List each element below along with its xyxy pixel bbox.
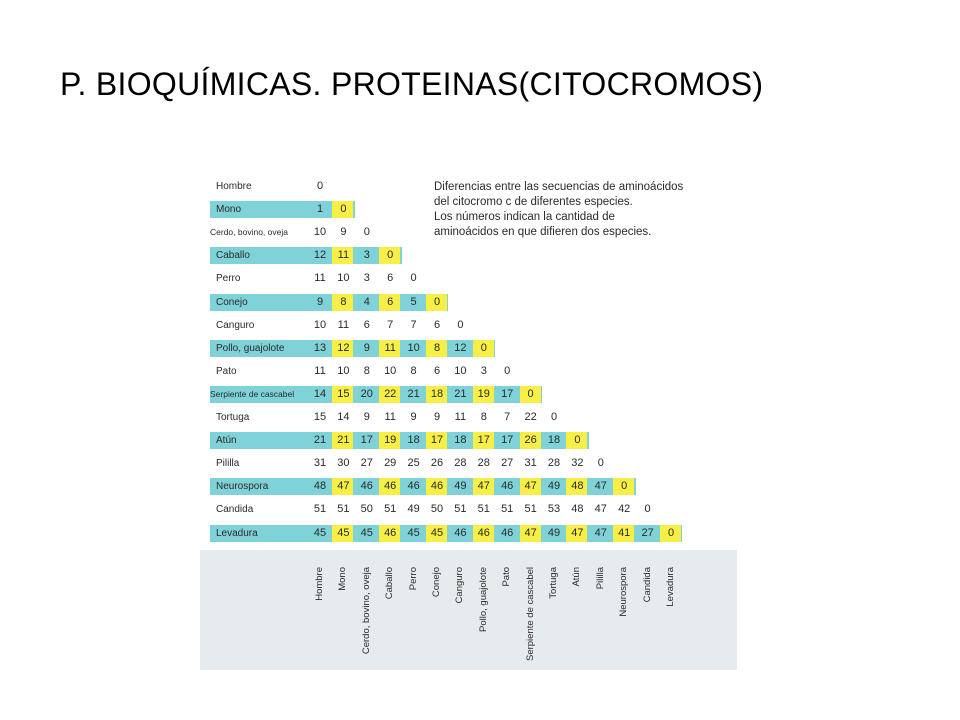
- matrix-cell: 17: [501, 434, 514, 447]
- matrix-cell: 7: [387, 318, 394, 331]
- row-label: Conejo: [216, 296, 248, 308]
- matrix-cell: 20: [360, 387, 373, 400]
- table-caption: [434, 180, 734, 240]
- matrix-cell: 1: [316, 203, 324, 216]
- column-label: Serpiente de cascabel: [524, 567, 536, 662]
- matrix-cell: 17: [477, 434, 490, 447]
- matrix-cell: 12: [337, 341, 350, 354]
- matrix-cell: 53: [547, 503, 561, 516]
- matrix-cell: 45: [360, 526, 373, 539]
- matrix-cell: 8: [480, 411, 487, 423]
- column-label: Tortuga: [548, 567, 559, 599]
- matrix-cell: 46: [384, 480, 397, 493]
- matrix-cell: 0: [340, 203, 347, 216]
- matrix-cell: 11: [337, 318, 350, 331]
- matrix-cell: 6: [363, 318, 370, 331]
- matrix-cell: 0: [597, 457, 604, 470]
- matrix-cell: 51: [524, 503, 537, 516]
- matrix-cell: 28: [547, 457, 561, 470]
- matrix-cell: 21: [407, 387, 420, 400]
- row-label: Cerdo, bovino, oveja: [210, 227, 288, 238]
- column-label: Neurospora: [618, 567, 630, 617]
- matrix-cell: 10: [337, 364, 350, 377]
- matrix-cell: 11: [314, 364, 326, 377]
- matrix-cell: 46: [430, 480, 444, 493]
- matrix-cell: 10: [384, 364, 397, 377]
- matrix-cell: 8: [340, 295, 347, 308]
- matrix-cell: 49: [407, 503, 420, 516]
- matrix-cell: 29: [384, 457, 397, 470]
- matrix-cell: 18: [454, 434, 467, 447]
- matrix-cell: 15: [337, 387, 350, 400]
- matrix-cell: 0: [457, 318, 464, 331]
- matrix-cell: 51: [454, 503, 467, 516]
- matrix-cell: 46: [501, 480, 514, 493]
- matrix-cell: 14: [313, 387, 327, 400]
- matrix-cell: 10: [454, 364, 467, 377]
- matrix-cell: 45: [430, 526, 444, 539]
- matrix-cell: 11: [384, 341, 396, 354]
- matrix-cell: 11: [314, 272, 326, 285]
- caption-line: Diferencias entre las secuencias de aminoácidos: [434, 181, 684, 193]
- column-label: Candida: [641, 567, 653, 603]
- matrix-cell: 3: [363, 249, 370, 262]
- matrix-cell: 46: [501, 526, 514, 539]
- matrix-cell: 46: [454, 526, 467, 539]
- column-label: Cerdo, bovino, oveja: [360, 567, 372, 655]
- matrix-cell: 51: [337, 503, 350, 516]
- matrix-cell: 6: [387, 295, 394, 308]
- matrix-cell: 0: [527, 387, 534, 400]
- matrix-cell: 50: [430, 503, 444, 516]
- column-label: Pato: [501, 567, 513, 587]
- matrix-cell: 11: [337, 249, 350, 262]
- matrix-cell: 49: [547, 480, 561, 493]
- column-label: Caballo: [384, 567, 396, 600]
- matrix-cell: 30: [337, 457, 350, 470]
- matrix-cell: 28: [454, 457, 467, 470]
- row-label: Caballo: [216, 250, 250, 262]
- matrix-cell: 0: [480, 341, 487, 354]
- column-label: Pililla: [594, 567, 606, 590]
- matrix-cell: 8: [410, 364, 417, 377]
- matrix-cell: 42: [618, 503, 631, 516]
- matrix-cell: 47: [594, 526, 607, 539]
- matrix-cell: 0: [621, 480, 628, 493]
- column-label: Levadura: [665, 567, 676, 607]
- column-label: Pollo, guajolote: [477, 567, 489, 632]
- matrix-cell: 8: [363, 364, 370, 377]
- row-label: Hombre: [216, 181, 252, 192]
- matrix-cell: 19: [384, 434, 397, 447]
- matrix-cell: 9: [340, 226, 347, 239]
- column-label: Conejo: [431, 567, 442, 598]
- row-label: Serpiente de cascabel: [210, 388, 295, 399]
- matrix-cell: 9: [363, 341, 370, 354]
- matrix-cell: 46: [360, 480, 373, 493]
- matrix-cell: 22: [384, 387, 397, 400]
- matrix-cell: 12: [454, 341, 467, 354]
- row-label: Candida: [216, 504, 254, 516]
- caption-line: aminoácidos en que difieren dos especies.: [434, 226, 652, 238]
- matrix-cell: 46: [384, 526, 397, 539]
- matrix-cell: 47: [337, 480, 350, 493]
- matrix-cell: 13: [313, 341, 327, 354]
- row-label: Neurospora: [216, 481, 269, 493]
- matrix-cell: 32: [571, 457, 584, 470]
- matrix-cell: 50: [360, 503, 373, 516]
- matrix-cell: 26: [524, 434, 537, 447]
- matrix-cell: 27: [641, 526, 654, 539]
- matrix-cell: 4: [363, 295, 370, 308]
- caption-line: Los números indican la cantidad de: [434, 211, 615, 223]
- matrix-cell: 11: [454, 411, 467, 423]
- matrix-cell: 47: [524, 480, 537, 493]
- matrix-cell: 11: [384, 411, 396, 423]
- matrix-cell: 21: [313, 434, 327, 447]
- matrix-cell: 9: [363, 411, 370, 423]
- matrix-cell: 15: [313, 411, 327, 423]
- matrix-cell: 51: [313, 503, 327, 516]
- matrix-cell: 10: [313, 318, 327, 331]
- matrix-cell: 17: [360, 434, 373, 447]
- column-label: Perro: [407, 567, 419, 591]
- matrix-cell: 17: [430, 434, 444, 447]
- column-label: Hombre: [314, 567, 325, 601]
- matrix-cell: 25: [407, 457, 420, 470]
- matrix-cell: 46: [477, 526, 490, 539]
- matrix-cell: 10: [313, 226, 327, 239]
- matrix-cell: 18: [407, 434, 420, 447]
- matrix-cell: 47: [477, 480, 490, 493]
- matrix-cell: 18: [547, 434, 561, 447]
- matrix-cell: 18: [430, 387, 444, 400]
- matrix-cell: 0: [574, 434, 581, 447]
- row-label: Levadura: [216, 527, 258, 539]
- row-label: Canguro: [216, 319, 255, 331]
- matrix-cell: 10: [337, 272, 350, 285]
- row-label: Pililla: [216, 458, 240, 470]
- column-label-area: [200, 550, 737, 670]
- column-label: Canguro: [454, 567, 466, 604]
- matrix-cell: 0: [363, 226, 370, 239]
- matrix-cell: 45: [337, 526, 350, 539]
- matrix-cell: 9: [410, 411, 417, 423]
- matrix-cell: 0: [504, 364, 511, 377]
- slide-title: P. BIOQUÍMICAS. PROTEINAS(CITOCROMOS): [60, 66, 764, 102]
- matrix-cell: 48: [571, 503, 584, 516]
- matrix-cell: 28: [477, 457, 490, 470]
- matrix-cell: 19: [477, 387, 490, 400]
- row-label: Perro: [216, 273, 241, 285]
- matrix-cell: 3: [363, 272, 370, 285]
- matrix-cell: 0: [644, 503, 651, 516]
- matrix-cell: 47: [594, 503, 607, 516]
- matrix-cell: 9: [316, 295, 324, 308]
- matrix-cell: 41: [618, 526, 631, 539]
- matrix-cell: 8: [433, 341, 441, 354]
- matrix-cell: 31: [524, 457, 537, 470]
- column-label: Mono: [337, 567, 349, 591]
- matrix-cell: 0: [387, 249, 394, 262]
- matrix-cell: 51: [501, 503, 514, 516]
- matrix-cell: 49: [547, 526, 561, 539]
- matrix-cell: 21: [454, 387, 467, 400]
- row-label: Atún: [216, 435, 237, 447]
- matrix-cell: 9: [433, 411, 441, 423]
- matrix-cell: 6: [387, 272, 394, 285]
- matrix-cell: 21: [337, 434, 350, 447]
- column-label: Atún: [571, 567, 583, 587]
- matrix-cell: 0: [410, 272, 417, 285]
- matrix-cell: 22: [524, 411, 537, 423]
- matrix-cell: 48: [313, 480, 327, 493]
- matrix-cell: 26: [430, 457, 444, 470]
- cytochrome-difference-table: [200, 170, 737, 670]
- matrix-cell: 6: [433, 318, 441, 331]
- matrix-cell: 45: [407, 526, 420, 539]
- matrix-cell: 31: [313, 457, 327, 470]
- matrix-cell: 46: [407, 480, 420, 493]
- matrix-cell: 27: [501, 457, 514, 470]
- matrix-cell: 49: [454, 480, 467, 493]
- matrix-cell: 17: [501, 387, 514, 400]
- row-label: Pato: [216, 365, 237, 377]
- matrix-cell: 0: [433, 295, 441, 308]
- matrix-cell: 0: [316, 180, 324, 192]
- matrix-cell: 48: [571, 480, 584, 493]
- matrix-cell: 51: [477, 503, 490, 516]
- caption-line: del citocromo c de diferentes especies.: [434, 196, 633, 208]
- matrix-cell: 7: [504, 411, 511, 423]
- matrix-cell: 47: [571, 526, 584, 539]
- matrix-cell: 45: [313, 526, 327, 539]
- matrix-cell: 3: [480, 364, 487, 377]
- matrix-cell: 0: [667, 526, 675, 539]
- matrix-cell: 6: [433, 364, 441, 377]
- matrix-cell: 5: [410, 295, 417, 308]
- matrix-cell: 7: [410, 318, 417, 331]
- row-label: Pollo, guajolote: [216, 342, 285, 354]
- matrix-cell: 47: [524, 526, 537, 539]
- matrix-cell: 27: [360, 457, 373, 470]
- matrix-cell: 14: [337, 411, 350, 423]
- matrix-cell: 0: [550, 411, 558, 423]
- row-label: Tortuga: [216, 412, 250, 423]
- matrix-cell: 51: [384, 503, 397, 516]
- matrix-cell: 12: [313, 249, 327, 262]
- matrix-cell: 47: [594, 480, 607, 493]
- row-label: Mono: [216, 204, 242, 216]
- matrix-cell: 10: [407, 341, 420, 354]
